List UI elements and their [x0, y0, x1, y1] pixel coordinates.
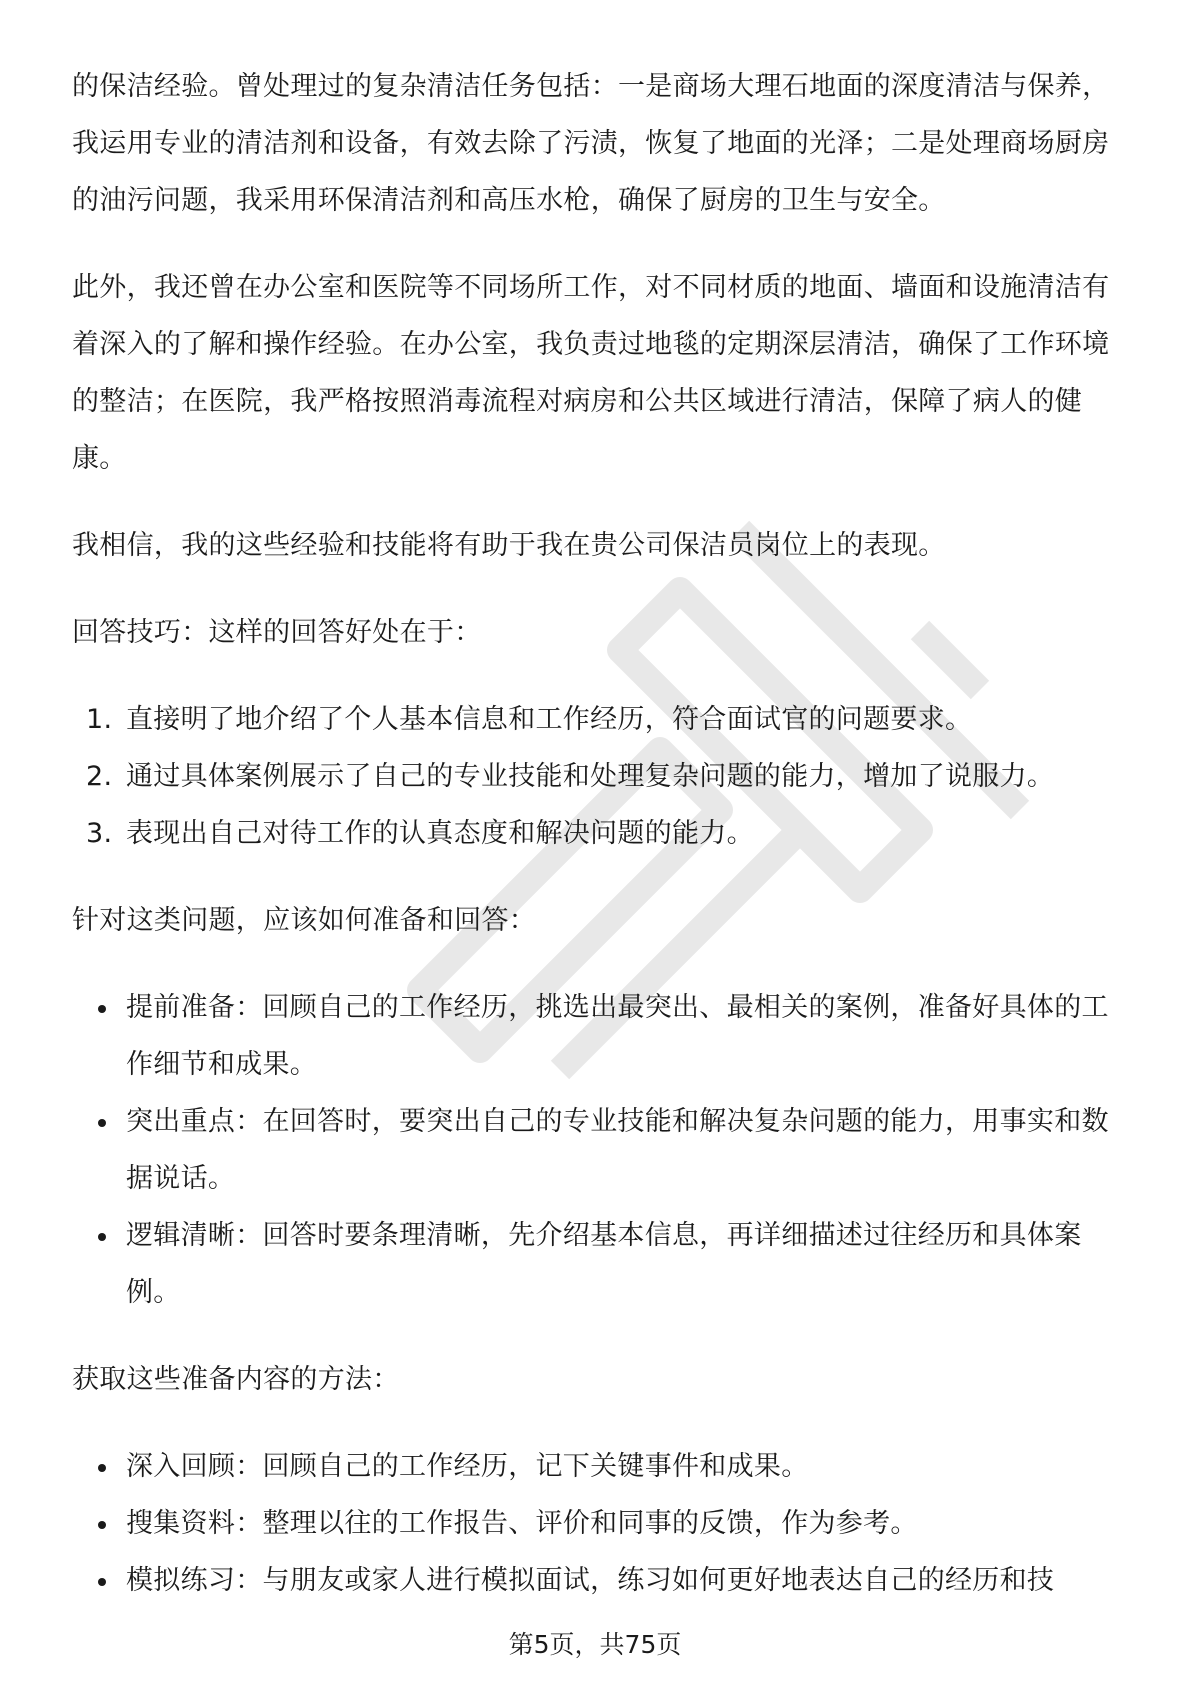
tips-list — [72, 691, 1122, 862]
list-item — [72, 691, 1122, 748]
paragraph: 的保洁经验。曾处理过的复杂清洁任务包括：一是商场大理石地面的深度清洁与保养，我运用专业的清洁剂和设备，有效去除了污渍，恢复了地面的光泽；二是处理商场厨房的油污问题，我采用环保清洁剂和高压水枪，确保了厨房的卫生与安全。 — [72, 71, 1110, 216]
list-number: 3. — [86, 818, 113, 849]
bullet-icon — [98, 1233, 106, 1241]
document-body — [72, 58, 1122, 1639]
page-footer: 第5页，共75页 — [508, 1630, 682, 1659]
list-item-text: 突出重点：在回答时，要突出自己的专业技能和解决复杂问题的能力，用事实和数据说话。 — [126, 1106, 1109, 1194]
prep-heading: 针对这类问题，应该如何准备和回答： — [72, 905, 537, 936]
tips-heading: 回答技巧：这样的回答好处在于： — [72, 617, 482, 648]
list-item-text: 搜集资料：整理以往的工作报告、评价和同事的反馈，作为参考。 — [126, 1508, 918, 1539]
list-item — [72, 1093, 1122, 1207]
list-item — [72, 805, 1122, 862]
prep-list — [72, 979, 1122, 1321]
method-heading: 获取这些准备内容的方法： — [72, 1364, 400, 1395]
list-item — [72, 1207, 1122, 1321]
list-item-text: 深入回顾：回顾自己的工作经历，记下关键事件和成果。 — [126, 1451, 809, 1482]
list-number: 1. — [86, 704, 113, 735]
bullet-icon — [98, 1464, 106, 1472]
paragraph: 我相信，我的这些经验和技能将有助于我在贵公司保洁员岗位上的表现。 — [72, 530, 946, 561]
list-item — [72, 1495, 1122, 1552]
bullet-icon — [98, 1005, 106, 1013]
methods-list — [72, 1438, 1122, 1609]
list-item — [72, 1438, 1122, 1495]
list-item-text: 提前准备：回顾自己的工作经历，挑选出最突出、最相关的案例，准备好具体的工作细节和成果。 — [126, 992, 1109, 1080]
list-number: 2. — [86, 761, 113, 792]
list-item — [72, 979, 1122, 1093]
bullet-icon — [98, 1521, 106, 1529]
bullet-icon — [98, 1119, 106, 1127]
list-item-text: 直接明了地介绍了个人基本信息和工作经历，符合面试官的问题要求。 — [126, 704, 973, 735]
paragraph: 此外，我还曾在办公室和医院等不同场所工作，对不同材质的地面、墙面和设施清洁有着深入的了解和操作经验。在办公室，我负责过地毯的定期深层清洁，确保了工作环境的整洁；在医院，我严格按照消毒流程对病房和公共区域进行清洁，保障了病人的健康。 — [72, 272, 1110, 474]
list-item-text: 逻辑清晰：回答时要条理清晰，先介绍基本信息，再详细描述过往经历和具体案例。 — [126, 1220, 1082, 1308]
list-item — [72, 748, 1122, 805]
list-item — [72, 1552, 1122, 1609]
list-item-text: 表现出自己对待工作的认真态度和解决问题的能力。 — [126, 818, 754, 849]
list-item-text: 通过具体案例展示了自己的专业技能和处理复杂问题的能力，增加了说服力。 — [126, 761, 1055, 792]
list-item-text: 模拟练习：与朋友或家人进行模拟面试，练习如何更好地表达自己的经历和技 — [126, 1565, 1055, 1596]
bullet-icon — [98, 1578, 106, 1586]
